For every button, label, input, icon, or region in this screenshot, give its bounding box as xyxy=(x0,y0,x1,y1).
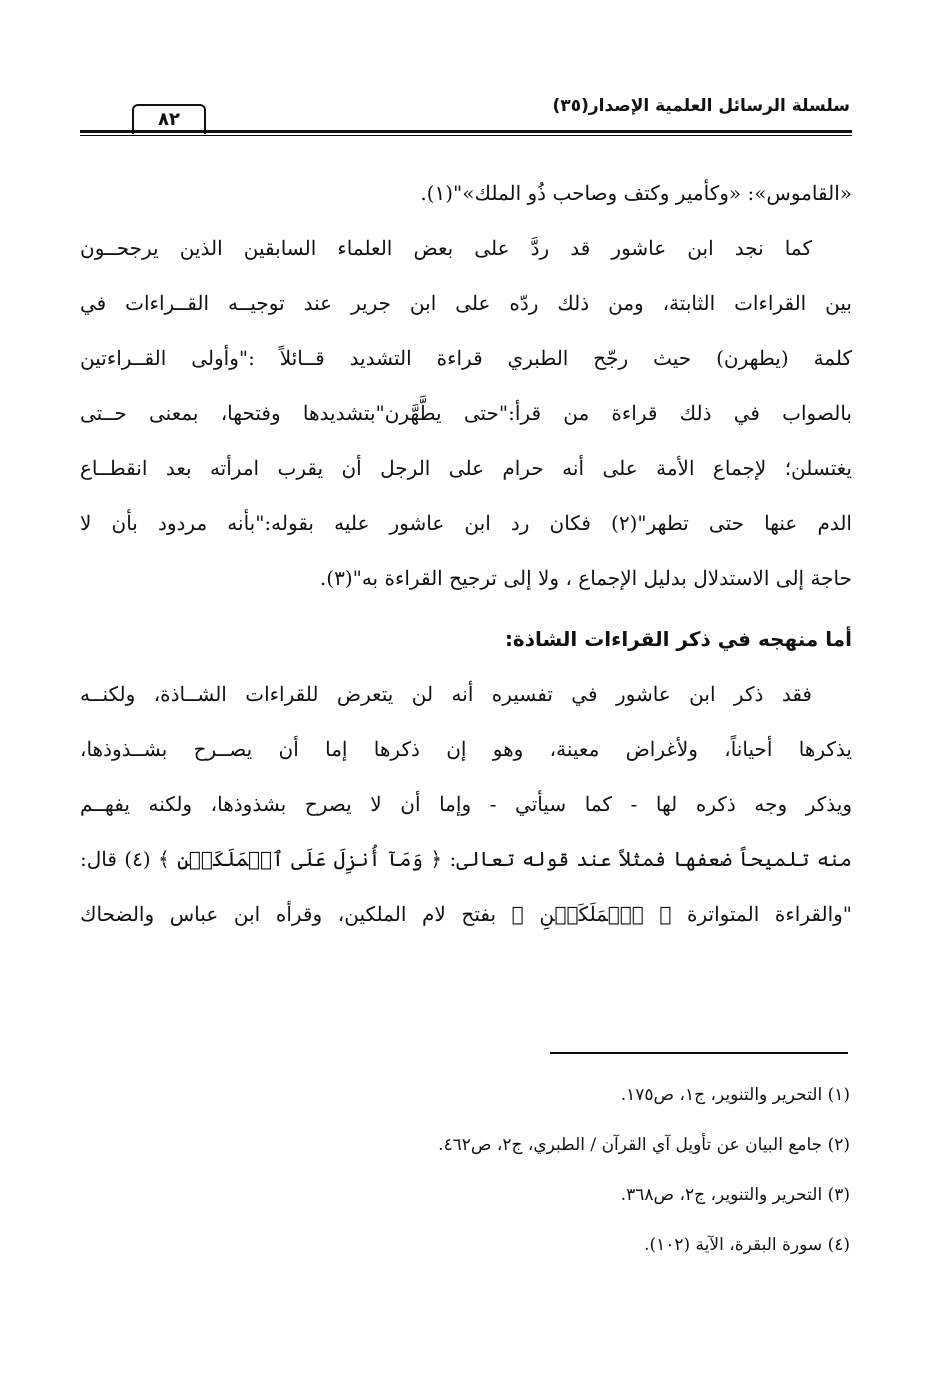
text-line: الدم عنها حتى تطهر"(٢) فكان رد ابن عاشور عليه بقوله:"بأنه مردود بأن لا xyxy=(80,511,852,535)
text-line: «القاموس»: «وكأمير وكتف وصاحب ذُو الملك»"(١). xyxy=(420,181,852,205)
footnote: (٢) جامع البيان عن تأويل آي القرآن / الطبري، ج٢، ص٤٦٢. xyxy=(438,1135,850,1155)
footnote: (٣) التحرير والتنوير، ج٢، ص٣٦٨. xyxy=(620,1185,850,1205)
series-title: سلسلة الرسائل العلمية الإصدار(٣٥) xyxy=(552,96,850,116)
section-heading: أما منهجه في ذكر القراءات الشاذة: xyxy=(504,627,852,651)
text-line: بين القراءات الثابتة، ومن ذلك ردّه على ابن جرير عند توجيــه القــراءات في xyxy=(80,291,852,315)
text-line: كما نجد ابن عاشور قد ردَّ على بعض العلماء السابقين الذين يرجحــون xyxy=(80,236,812,260)
page-header xyxy=(80,96,852,136)
text-line: "والقراءة المتواترة ﴿ ٱلۡمَلَكَيۡنِ ﴾ بفتح لام الملكين، وقرأه ابن عباس والضحاك xyxy=(80,902,852,926)
page-number: ٨٢ xyxy=(132,104,206,134)
header-rule xyxy=(80,130,852,133)
text-line: بالصواب في ذلك قراءة من قرأ:"حتى يطَّهَّرن"بتشديدها وفتحها، بمعنى حــتى xyxy=(80,401,852,425)
header-rule-thin xyxy=(80,135,852,136)
text-line: يذكرها أحياناً، ولأغراض معينة، وهو إن ذكرها إما أن يصــرح بشــذوذها، xyxy=(80,737,852,761)
footnote-separator xyxy=(550,1052,848,1054)
text-line: حاجة إلى الاستدلال بدليل الإجماع ، ولا إلى ترجيح القراءة به"(٣). xyxy=(319,566,852,590)
text-line: فقد ذكر ابن عاشور في تفسيره أنه لن يتعرض للقراءات الشــاذة، ولكنــه xyxy=(80,682,812,706)
footnote: (١) التحرير والتنوير، ج١، ص١٧٥. xyxy=(620,1085,850,1105)
text-line: يغتسلن؛ لإجماع الأمة على أنه حرام على الرجل أن يقرب امرأته بعد انقطــاع xyxy=(80,456,852,480)
main-text xyxy=(80,166,852,942)
footnotes xyxy=(80,1070,850,1270)
text-line: ويذكر وجه ذكره لها - كما سيأتي - وإما أن لا يصرح بشذوذها، ولكنه يفهــم xyxy=(80,792,852,816)
text-line: منه تلميحاً ضعفها فمثلاً عند قوله تعالى: ﴿ وَمَآ أُنزِلَ عَلَى ٱلۡمَلَكَيۡنِ ﴾ (٤) قال: xyxy=(80,847,852,871)
footnote: (٤) سورة البقرة، الآية (١٠٢). xyxy=(644,1235,850,1255)
text-line: كلمة (يطهرن) حيث رجّح الطبري قراءة التشديد قــائلاً :"وأولى القــراءتين xyxy=(80,346,852,370)
